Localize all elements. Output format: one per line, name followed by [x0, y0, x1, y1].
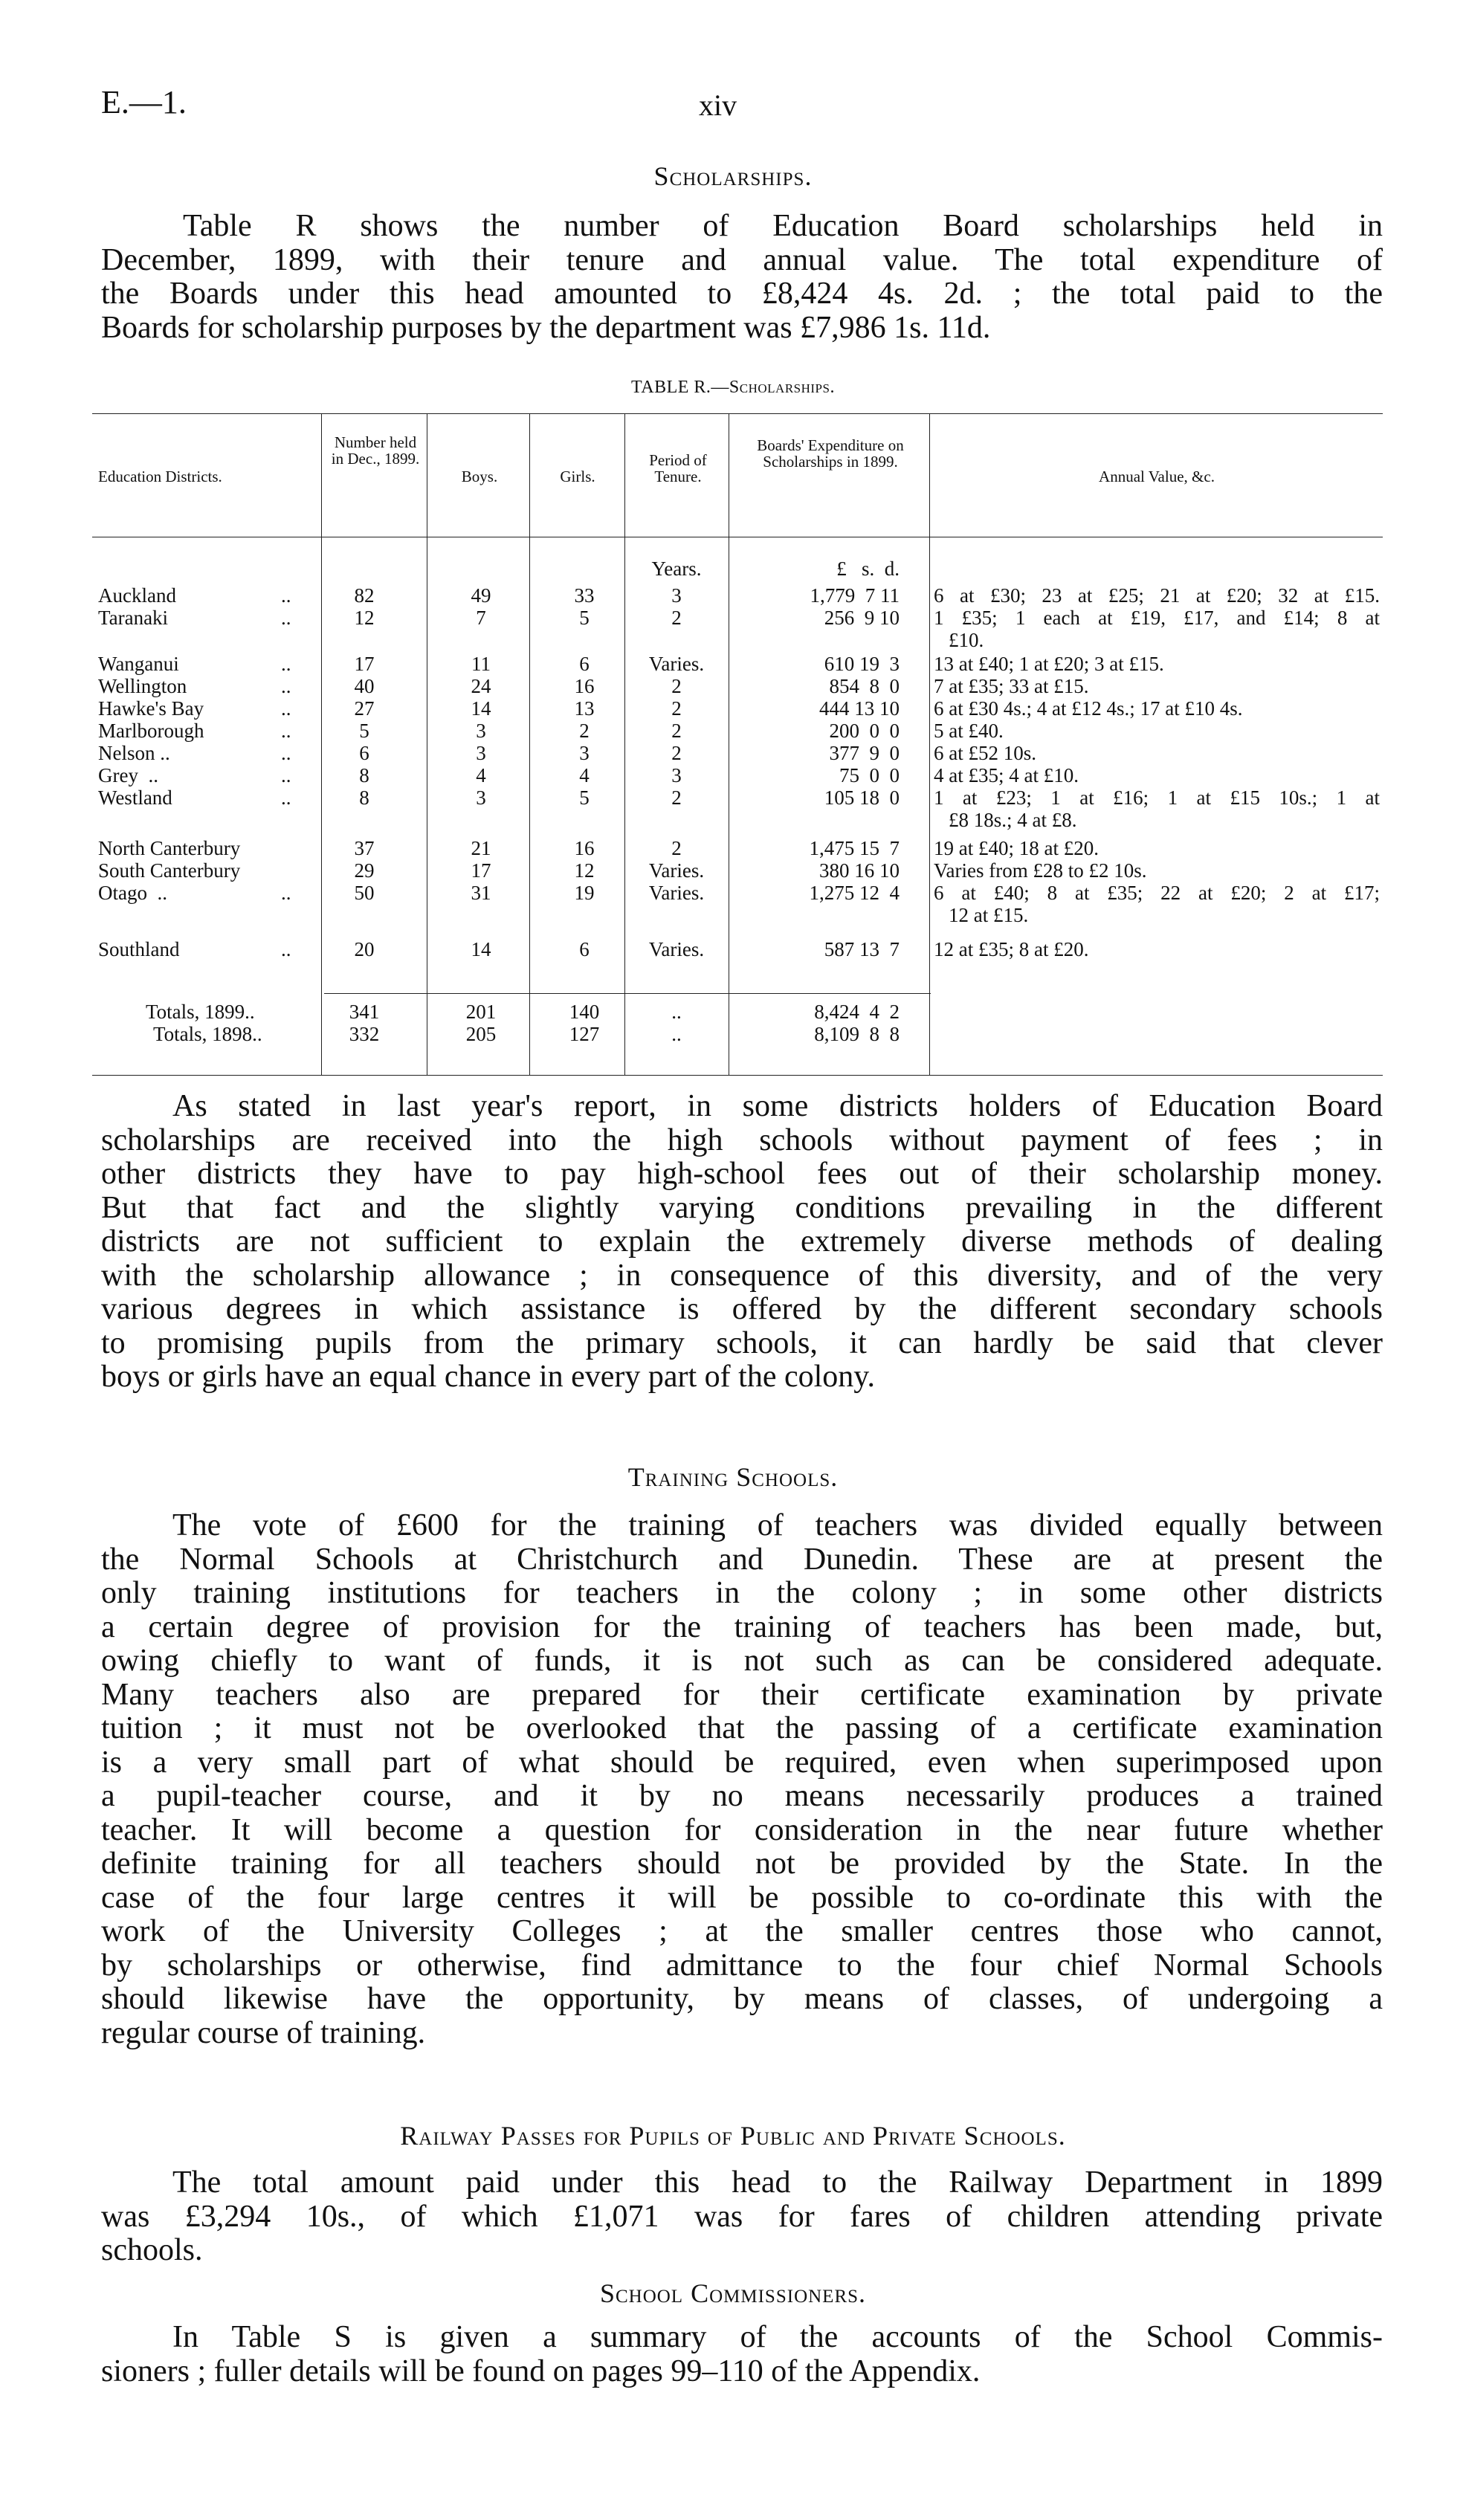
table-row-continuation	[0, 809, 1466, 831]
expenditure: 105 18 0	[824, 786, 900, 809]
text-line: definite training for all teachers should not be provided by the State. In the	[101, 1847, 1383, 1881]
text-line: The total amount paid under this head to the Railway Department in 1899	[172, 2165, 1383, 2200]
district-name: Grey ..	[98, 764, 158, 786]
text-line: various degrees in which assistance is offered by the different secondary schools	[101, 1292, 1383, 1326]
table-row	[0, 764, 1466, 786]
tenure-period: 3	[671, 764, 682, 786]
text-line: scholarships are received into the high schools without payment of fees ; in	[101, 1122, 1383, 1157]
table-row	[0, 653, 1466, 675]
girls-count: 140	[569, 1001, 600, 1023]
expenditure: 1,779 7 11	[810, 584, 900, 607]
report-reference: E.—1.	[101, 84, 187, 120]
page-number: xiv	[699, 88, 737, 122]
annual-value: 5 at £40.	[934, 720, 1004, 742]
table-row	[0, 607, 1466, 629]
district-name: Auckland	[98, 584, 176, 607]
boys-count: 4	[476, 764, 486, 786]
expenditure: 1,475 15 7	[809, 837, 900, 859]
expenditure: 1,275 12 4	[809, 882, 900, 904]
expenditure: 200 0 0	[829, 720, 900, 742]
table-bottom-rule	[92, 1075, 1383, 1076]
annual-value-continued: 12 at £15.	[949, 904, 1029, 926]
girls-count: 3	[579, 742, 590, 764]
table-caption-prefix: TABLE R.—	[631, 378, 729, 397]
district-name: Southland	[98, 938, 180, 960]
expenditure: 8,109 8 8	[814, 1023, 900, 1045]
boys-count: 24	[471, 675, 491, 697]
period-unit: Years.	[651, 558, 702, 580]
expenditure: 587 13 7	[824, 938, 900, 960]
text-line: a pupil-teacher course, and it by no means necessarily produces a trained	[101, 1779, 1383, 1813]
boys-count: 3	[476, 720, 486, 742]
annual-value: 1 at £23; 1 at £16; 1 at £15 10s.; 1 at	[934, 786, 1380, 809]
district-name: Taranaki	[98, 607, 169, 629]
number-held: 332	[349, 1023, 380, 1045]
boys-count: 17	[471, 859, 491, 882]
leader-dots: ..	[281, 607, 291, 629]
table-caption-title: Scholarships.	[729, 378, 835, 397]
leader-dots: ..	[281, 675, 291, 697]
boys-count: 205	[465, 1023, 497, 1045]
tenure-period: Varies.	[648, 859, 705, 882]
text-line: by scholarships or otherwise, find admittance to the four chief Normal Schools	[101, 1948, 1383, 1983]
totals-label: Totals, 1899..	[146, 1001, 255, 1023]
number-held: 50	[354, 882, 375, 904]
expenditure: 380 16 10	[819, 859, 900, 882]
tenure-period: 2	[671, 697, 682, 720]
leader-dots: ..	[281, 720, 291, 742]
header-education-districts: Education Districts.	[98, 468, 222, 485]
leader-dots: ..	[281, 653, 291, 675]
leader-dots: ..	[281, 584, 291, 607]
tenure-period: Varies.	[648, 882, 705, 904]
boys-count: 3	[476, 742, 486, 764]
annual-value: Varies from £28 to £2 10s.	[934, 859, 1147, 882]
training-schools-paragraph	[101, 1509, 1383, 2050]
annual-value: 19 at £40; 18 at £20.	[934, 837, 1099, 859]
header-period-of-tenure: Period of Tenure.	[649, 451, 707, 485]
scholarships-intro	[101, 210, 1383, 345]
girls-count: 2	[579, 720, 590, 742]
number-held: 20	[354, 938, 375, 960]
district-name: Wanganui	[98, 653, 179, 675]
girls-count: 4	[579, 764, 590, 786]
annual-value: 13 at £40; 1 at £20; 3 at £15.	[934, 653, 1164, 675]
totals-label: Totals, 1898..	[153, 1023, 262, 1045]
table-row-continuation	[0, 629, 1466, 651]
boys-count: 201	[465, 1001, 497, 1023]
training-schools-heading: Training Schools.	[627, 1462, 839, 1492]
text-line: the Boards under this head amounted to £8,424 4s. 2d. ; the total paid to the	[101, 277, 1383, 311]
annual-value-continued: £8 18s.; 4 at £8.	[949, 809, 1077, 831]
tenure-period: 2	[671, 720, 682, 742]
totals-rule	[324, 993, 931, 994]
annual-value-continued: £10.	[949, 629, 984, 651]
text-line: schools.	[101, 2233, 203, 2267]
number-held: 12	[354, 607, 375, 629]
railway-passes-paragraph	[101, 2166, 1383, 2268]
text-line: The vote of £600 for the training of teachers was divided equally between	[172, 1508, 1383, 1542]
girls-count: 16	[574, 675, 595, 697]
leader-dots: ..	[281, 764, 291, 786]
text-line: should likewise have the opportunity, by means of classes, of undergoing a	[101, 1982, 1383, 2016]
number-held: 37	[354, 837, 375, 859]
header-girls: Girls.	[560, 468, 595, 485]
table-row-continuation	[0, 904, 1466, 926]
school-commissioners-heading: School Commissioners.	[599, 2278, 867, 2308]
district-name: Marlborough	[98, 720, 204, 742]
annual-value: 12 at £35; 8 at £20.	[934, 938, 1089, 960]
annual-value: 7 at £35; 33 at £15.	[934, 675, 1089, 697]
leader-dots: ..	[281, 742, 291, 764]
money-unit: £ s. d.	[836, 558, 900, 580]
leader-dots: ..	[281, 786, 291, 809]
leader-dots: ..	[281, 697, 291, 720]
text-line: was £3,294 10s., of which £1,071 was for fares of children attending private	[101, 2199, 1383, 2234]
text-line: the Normal Schools at Christchurch and Dunedin. These are at present the	[101, 1542, 1383, 1577]
text-line: In Table S is given a summary of the accounts of the School Commis-	[172, 2320, 1383, 2354]
tenure-period: 2	[671, 786, 682, 809]
boys-count: 21	[471, 837, 491, 859]
tenure-period: 2	[671, 675, 682, 697]
header-boards-expenditure: Boards' Expenditure on Scholarships in 1899.	[757, 436, 904, 471]
header-number-held: Number held in Dec., 1899.	[331, 433, 420, 468]
leader-dots: ..	[281, 938, 291, 960]
number-held: 6	[359, 742, 369, 764]
table-top-rule	[92, 413, 1383, 414]
annual-value: 6 at £30; 23 at £25; 21 at £20; 32 at £15.	[934, 584, 1380, 607]
table-row	[0, 697, 1466, 720]
scholarships-heading: Scholarships.	[653, 161, 813, 191]
text-line: districts are not sufficient to explain the extremely diverse methods of dealing	[101, 1224, 1383, 1259]
district-name: Westland	[98, 786, 172, 809]
text-line: to promising pupils from the primary schools, it can hardly be said that clever	[101, 1325, 1383, 1360]
number-held: 17	[354, 653, 375, 675]
header-boys: Boys.	[461, 468, 498, 485]
number-held: 8	[359, 764, 369, 786]
table-row	[0, 742, 1466, 764]
table-row	[0, 675, 1466, 697]
district-name: Hawke's Bay	[98, 697, 204, 720]
table-row	[0, 584, 1466, 607]
header-annual-value: Annual Value, &c.	[1099, 468, 1215, 485]
boys-count: 11	[471, 653, 491, 675]
girls-count: 12	[574, 859, 595, 882]
table-row	[0, 882, 1466, 904]
tenure-period: Varies.	[648, 653, 705, 675]
girls-count: 5	[579, 607, 590, 629]
text-line: regular course of training.	[101, 2015, 426, 2050]
annual-value: 6 at £40; 8 at £35; 22 at £20; 2 at £17;	[934, 882, 1380, 904]
units-row	[0, 558, 1466, 580]
expenditure: 256 9 10	[824, 607, 900, 629]
text-line: boys or girls have an equal chance in every part of the colony.	[101, 1360, 876, 1394]
number-held: 82	[354, 584, 375, 607]
district-name: South Canterbury	[98, 859, 241, 882]
text-line: But that fact and the slightly varying conditions prevailing in the different	[101, 1190, 1383, 1225]
railway-passes-heading: Railway Passes for Pupils of Public and Private Schools.	[400, 2121, 1066, 2151]
table-row	[0, 859, 1466, 882]
table-caption	[0, 378, 1466, 398]
boys-count: 7	[476, 607, 486, 629]
girls-count: 19	[574, 882, 595, 904]
girls-count: 6	[579, 938, 590, 960]
text-line: As stated in last year's report, in some districts holders of Education Board	[172, 1089, 1383, 1123]
number-held: 40	[354, 675, 375, 697]
boys-count: 31	[471, 882, 491, 904]
annual-value: 4 at £35; 4 at £10.	[934, 764, 1079, 786]
text-line: Many teachers also are prepared for their certificate examination by private	[101, 1677, 1383, 1712]
table-row	[0, 720, 1466, 742]
text-line: Boards for scholarship purposes by the department was £7,986 1s. 11d.	[101, 310, 991, 345]
boys-count: 49	[471, 584, 491, 607]
tenure-period: Varies.	[648, 938, 705, 960]
tenure-period: 2	[671, 742, 682, 764]
district-name: Otago ..	[98, 882, 167, 904]
text-line: Table R shows the number of Education Board scholarships held in	[183, 209, 1383, 243]
number-held: 8	[359, 786, 369, 809]
leader-dots: ..	[281, 882, 291, 904]
boys-count: 14	[471, 938, 491, 960]
text-line: tuition ; it must not be overlooked that the passing of a certificate examination	[101, 1711, 1383, 1745]
text-line: other districts they have to pay high-school fees out of their scholarship money.	[101, 1157, 1383, 1191]
school-commissioners-paragraph	[101, 2321, 1383, 2388]
number-held: 27	[354, 697, 375, 720]
text-line: December, 1899, with their tenure and annual value. The total expenditure of	[101, 242, 1383, 277]
text-line: owing chiefly to want of funds, it is not such as can be considered adequate.	[101, 1644, 1383, 1678]
girls-count: 13	[574, 697, 595, 720]
text-line: with the scholarship allowance ; in consequence of this diversity, and of the very	[101, 1258, 1383, 1293]
text-line: work of the University Colleges ; at the smaller centres those who cannot,	[101, 1914, 1383, 1948]
annual-value: 1 £35; 1 each at £19, £17, and £14; 8 at	[934, 607, 1380, 629]
tenure-period: 2	[671, 607, 682, 629]
district-name: Nelson ..	[98, 742, 170, 764]
annual-value: 6 at £30 4s.; 4 at £12 4s.; 17 at £10 4s.	[934, 697, 1243, 720]
text-line: only training institutions for teachers in the colony ; in some other districts	[101, 1576, 1383, 1610]
expenditure: 377 9 0	[829, 742, 900, 764]
boys-count: 3	[476, 786, 486, 809]
number-held: 5	[359, 720, 369, 742]
text-line: is a very small part of what should be required, even when superimposed upon	[101, 1745, 1383, 1780]
girls-count: 5	[579, 786, 590, 809]
expenditure: 8,424 4 2	[814, 1001, 900, 1023]
number-held: 29	[354, 859, 375, 882]
district-name: Wellington	[98, 675, 187, 697]
table-row	[0, 837, 1466, 859]
expenditure: 444 13 10	[819, 697, 900, 720]
girls-count: 16	[574, 837, 595, 859]
totals-row	[0, 1023, 1466, 1045]
expenditure: 75 0 0	[839, 764, 900, 786]
girls-count: 127	[569, 1023, 600, 1045]
girls-count: 33	[574, 584, 595, 607]
scholarship-allowance-paragraph	[101, 1090, 1383, 1395]
annual-value: 6 at £52 10s.	[934, 742, 1036, 764]
boys-count: 14	[471, 697, 491, 720]
number-held: 341	[349, 1001, 380, 1023]
expenditure: 854 8 0	[829, 675, 900, 697]
text-line: sioners ; fuller details will be found on pages 99–110 of the Appendix.	[101, 2353, 981, 2388]
tenure-period: 2	[671, 837, 682, 859]
tenure-period: ..	[671, 1023, 682, 1045]
table-row	[0, 786, 1466, 809]
totals-row	[0, 1001, 1466, 1023]
girls-count: 6	[579, 653, 590, 675]
district-name: North Canterbury	[98, 837, 241, 859]
expenditure: 610 19 3	[824, 653, 900, 675]
text-line: a certain degree of provision for the training of teachers has been made, but,	[101, 1609, 1383, 1644]
tenure-period: 3	[671, 584, 682, 607]
tenure-period: ..	[671, 1001, 682, 1023]
table-row	[0, 938, 1466, 960]
text-line: case of the four large centres it will be possible to co-ordinate this with the	[101, 1880, 1383, 1915]
text-line: teacher. It will become a question for consideration in the near future whether	[101, 1812, 1383, 1847]
